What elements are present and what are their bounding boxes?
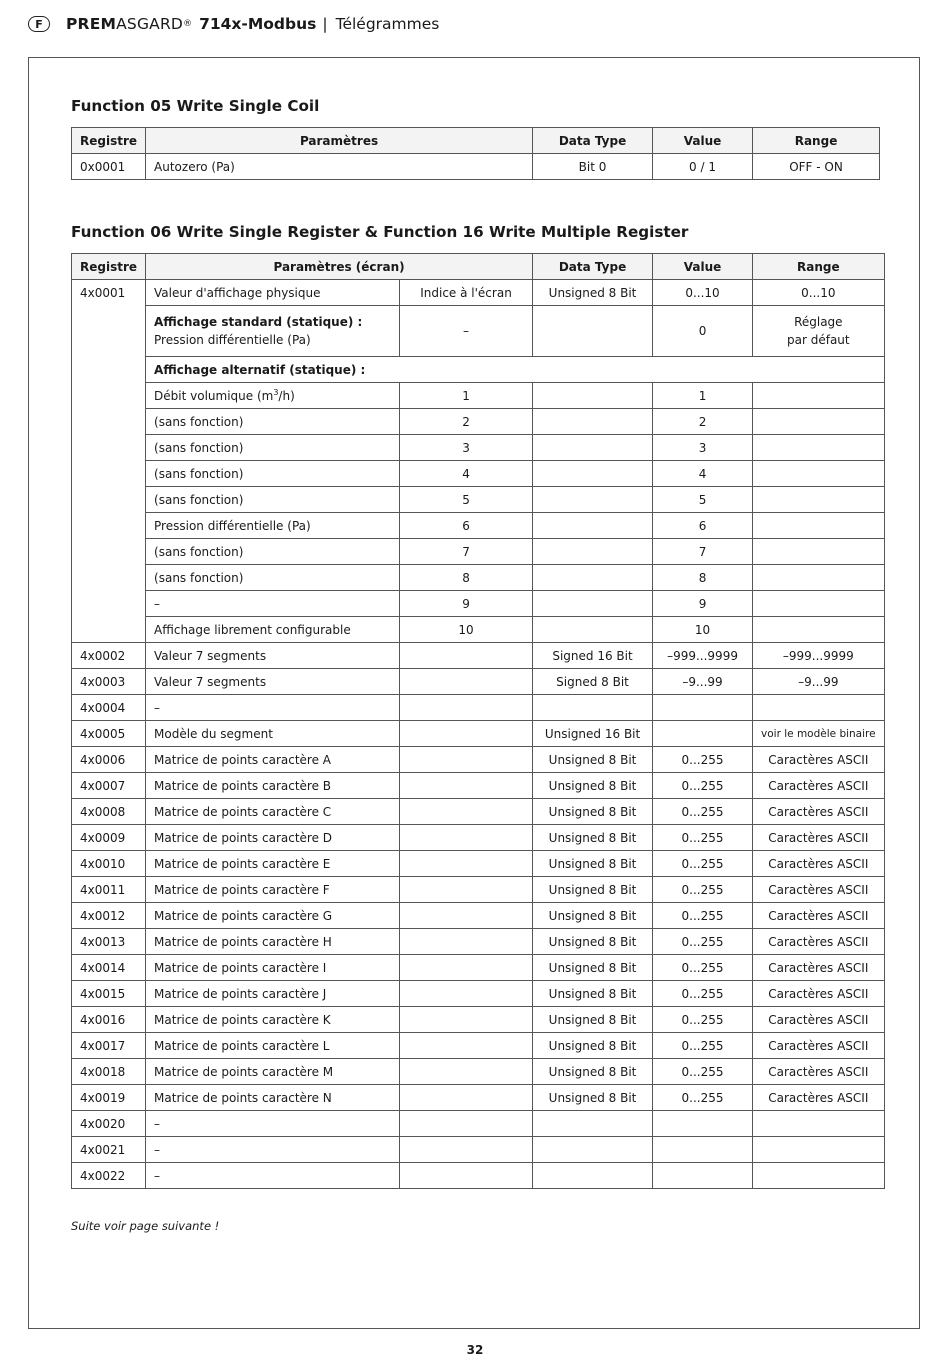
standard-display-label: Affichage standard (statique) : xyxy=(154,315,363,329)
cell-parameter: (sans fonction) xyxy=(146,461,400,487)
col-header-value: Value xyxy=(653,254,753,280)
cell-parameter: Matrice de points caractère H xyxy=(146,929,400,955)
continued-note: Suite voir page suivante ! xyxy=(71,1219,220,1233)
table-row xyxy=(72,1059,885,1085)
cell-range: Caractères ASCII xyxy=(753,981,885,1007)
alt-display-label: Affichage alternatif (statique) : xyxy=(146,357,885,383)
cell-parameter: Modèle du segment xyxy=(146,721,400,747)
product-model: 714x-Modbus xyxy=(199,15,317,33)
cell-data-type: Signed 8 Bit xyxy=(533,669,653,695)
table-row xyxy=(72,487,885,513)
cell-value: 0...255 xyxy=(653,747,753,773)
cell-data-type xyxy=(533,1137,653,1163)
cell-range: Caractères ASCII xyxy=(753,955,885,981)
cell-screen-index: 1 xyxy=(400,383,533,409)
cell-register: 4x0009 xyxy=(72,825,146,851)
cell-screen-index: Indice à l'écran xyxy=(400,280,533,306)
cell-register-blank xyxy=(72,487,146,513)
cell-value: 4 xyxy=(653,461,753,487)
cell-register: 4x0005 xyxy=(72,721,146,747)
cell-range: Caractères ASCII xyxy=(753,825,885,851)
cell-parameter: Pression différentielle (Pa) xyxy=(146,513,400,539)
cell-screen-index xyxy=(400,929,533,955)
table-row xyxy=(72,1085,885,1111)
table-row xyxy=(72,747,885,773)
cell-range xyxy=(753,306,885,357)
cell-range xyxy=(753,487,885,513)
fn05-title: Function 05 Write Single Coil xyxy=(71,97,320,115)
debit-unit-tail: /h) xyxy=(278,389,295,403)
table-row xyxy=(72,591,885,617)
cell-range: Caractères ASCII xyxy=(753,929,885,955)
cell-range xyxy=(753,591,885,617)
cell-value: 0...255 xyxy=(653,825,753,851)
cell-value: –9...99 xyxy=(653,669,753,695)
table-row xyxy=(72,643,885,669)
cell-register: 0x0001 xyxy=(72,154,146,180)
cell-range xyxy=(753,565,885,591)
cell-screen-index: 8 xyxy=(400,565,533,591)
cell-data-type: Unsigned 8 Bit xyxy=(533,1033,653,1059)
cell-register: 4x0001 xyxy=(72,280,146,306)
cell-screen-index xyxy=(400,799,533,825)
cell-data-type: Unsigned 8 Bit xyxy=(533,955,653,981)
cell-parameter: Matrice de points caractère F xyxy=(146,877,400,903)
cell-range: Caractères ASCII xyxy=(753,903,885,929)
language-badge: F xyxy=(28,16,50,32)
cell-register-blank xyxy=(72,435,146,461)
table-row xyxy=(72,409,885,435)
cell-data-type xyxy=(533,695,653,721)
cell-screen-index xyxy=(400,1033,533,1059)
cell-register-blank xyxy=(72,357,146,383)
table-row xyxy=(72,903,885,929)
cell-range: Caractères ASCII xyxy=(753,877,885,903)
cell-value: 0...255 xyxy=(653,929,753,955)
registered-mark: ® xyxy=(183,19,193,29)
table-row xyxy=(72,799,885,825)
col-header-registre: Registre xyxy=(72,254,146,280)
cell-parameter: Valeur d'affichage physique xyxy=(146,280,400,306)
cell-range: Caractères ASCII xyxy=(753,1085,885,1111)
cell-parameter: Matrice de points caractère L xyxy=(146,1033,400,1059)
cell-register: 4x0019 xyxy=(72,1085,146,1111)
cell-value: 0...255 xyxy=(653,1007,753,1033)
col-header-parametres: Paramètres xyxy=(146,128,533,154)
cell-data-type xyxy=(533,306,653,357)
cell-value: 0...10 xyxy=(653,280,753,306)
cell-data-type xyxy=(533,461,653,487)
cell-data-type: Unsigned 8 Bit xyxy=(533,1007,653,1033)
brand-name-light: ASGARD xyxy=(116,15,184,33)
cell-range xyxy=(753,1137,885,1163)
table-row xyxy=(72,669,885,695)
cell-data-type xyxy=(533,591,653,617)
cell-parameter xyxy=(146,383,400,409)
cell-range xyxy=(753,539,885,565)
cell-data-type xyxy=(533,435,653,461)
cell-parameter: – xyxy=(146,1111,400,1137)
brand-name-bold: PREM xyxy=(66,15,117,33)
cell-screen-index: 2 xyxy=(400,409,533,435)
cell-screen-index xyxy=(400,1085,533,1111)
cell-parameter: – xyxy=(146,695,400,721)
cell-screen-index xyxy=(400,877,533,903)
cell-screen-index: 3 xyxy=(400,435,533,461)
fn06-header-row xyxy=(72,254,885,280)
cell-value: 3 xyxy=(653,435,753,461)
cell-value: 10 xyxy=(653,617,753,643)
section-title: Télégrammes xyxy=(335,15,440,33)
cell-screen-index xyxy=(400,747,533,773)
cell-screen-index: – xyxy=(400,306,533,357)
cell-parameter: (sans fonction) xyxy=(146,409,400,435)
cell-screen-index: 10 xyxy=(400,617,533,643)
cell-range: Caractères ASCII xyxy=(753,773,885,799)
cell-data-type: Unsigned 8 Bit xyxy=(533,851,653,877)
cell-screen-index xyxy=(400,1111,533,1137)
cell-range: –999...9999 xyxy=(753,643,885,669)
cell-parameter: – xyxy=(146,1163,400,1189)
col-header-data-type: Data Type xyxy=(533,128,653,154)
cell-value: 0...255 xyxy=(653,1059,753,1085)
cell-register: 4x0016 xyxy=(72,1007,146,1033)
cell-register: 4x0010 xyxy=(72,851,146,877)
cell-value: 0...255 xyxy=(653,955,753,981)
cell-data-type xyxy=(533,513,653,539)
cell-screen-index xyxy=(400,1007,533,1033)
cell-data-type xyxy=(533,617,653,643)
col-header-data-type: Data Type xyxy=(533,254,653,280)
cell-parameter: Valeur 7 segments xyxy=(146,643,400,669)
table-row xyxy=(72,1033,885,1059)
cell-range: Caractères ASCII xyxy=(753,1007,885,1033)
cell-register: 4x0014 xyxy=(72,955,146,981)
cell-register: 4x0017 xyxy=(72,1033,146,1059)
cell-data-type: Unsigned 8 Bit xyxy=(533,903,653,929)
table-row xyxy=(72,280,885,306)
cell-parameter: Matrice de points caractère J xyxy=(146,981,400,1007)
cell-screen-index: 4 xyxy=(400,461,533,487)
cell-data-type: Unsigned 8 Bit xyxy=(533,1085,653,1111)
cell-parameter: – xyxy=(146,591,400,617)
cell-parameter: Affichage librement configurable xyxy=(146,617,400,643)
cell-register: 4x0008 xyxy=(72,799,146,825)
cell-data-type: Unsigned 8 Bit xyxy=(533,280,653,306)
table-row xyxy=(72,1007,885,1033)
cell-data-type: Unsigned 8 Bit xyxy=(533,825,653,851)
cell-parameter: Matrice de points caractère M xyxy=(146,1059,400,1085)
cell-screen-index xyxy=(400,1137,533,1163)
cell-screen-index xyxy=(400,669,533,695)
cell-register-blank xyxy=(72,409,146,435)
cell-screen-index xyxy=(400,903,533,929)
cell-range: Caractères ASCII xyxy=(753,1059,885,1085)
table-row xyxy=(72,981,885,1007)
cell-data-type xyxy=(533,539,653,565)
fn05-header-row xyxy=(72,128,880,154)
cell-range: OFF - ON xyxy=(753,154,880,180)
cell-value: 1 xyxy=(653,383,753,409)
cell-range xyxy=(753,513,885,539)
cell-value xyxy=(653,1111,753,1137)
alt-display-title-row xyxy=(72,357,885,383)
cell-parameter: Valeur 7 segments xyxy=(146,669,400,695)
cell-register-blank xyxy=(72,513,146,539)
cell-register-blank xyxy=(72,591,146,617)
cell-data-type: Unsigned 8 Bit xyxy=(533,773,653,799)
cell-register-blank xyxy=(72,306,146,357)
table-row xyxy=(72,383,885,409)
table-row xyxy=(72,513,885,539)
cell-value: 0...255 xyxy=(653,1033,753,1059)
cell-range xyxy=(753,409,885,435)
cell-data-type: Unsigned 8 Bit xyxy=(533,1059,653,1085)
cell-register-blank xyxy=(72,617,146,643)
table-row xyxy=(72,1163,885,1189)
cell-range: Caractères ASCII xyxy=(753,799,885,825)
fn06-title: Function 06 Write Single Register & Function 16 Write Multiple Register xyxy=(71,223,689,241)
cell-range xyxy=(753,435,885,461)
cell-value: 6 xyxy=(653,513,753,539)
cell-register: 4x0022 xyxy=(72,1163,146,1189)
cell-value: 0...255 xyxy=(653,799,753,825)
cell-range xyxy=(753,695,885,721)
table-row xyxy=(72,461,885,487)
table-row xyxy=(72,877,885,903)
cell-register-blank xyxy=(72,565,146,591)
table-row xyxy=(72,695,885,721)
cell-parameter: Matrice de points caractère B xyxy=(146,773,400,799)
table-row xyxy=(72,154,880,180)
cell-register-blank xyxy=(72,461,146,487)
cell-value: 0...255 xyxy=(653,903,753,929)
cell-value: 0 xyxy=(653,306,753,357)
cell-register: 4x0002 xyxy=(72,643,146,669)
col-header-value: Value xyxy=(653,128,753,154)
cell-parameter: (sans fonction) xyxy=(146,565,400,591)
cell-parameter: Matrice de points caractère G xyxy=(146,903,400,929)
cell-register: 4x0021 xyxy=(72,1137,146,1163)
table-row xyxy=(72,1111,885,1137)
cell-register-blank xyxy=(72,383,146,409)
table-row xyxy=(72,773,885,799)
cell-data-type: Unsigned 8 Bit xyxy=(533,747,653,773)
cell-parameter: Matrice de points caractère C xyxy=(146,799,400,825)
cell-screen-index xyxy=(400,1163,533,1189)
cell-register: 4x0006 xyxy=(72,747,146,773)
cell-data-type xyxy=(533,409,653,435)
cell-parameter: Matrice de points caractère E xyxy=(146,851,400,877)
cell-value: 2 xyxy=(653,409,753,435)
table-row xyxy=(72,539,885,565)
debit-label: Débit volumique (m xyxy=(154,389,274,403)
cell-register: 4x0012 xyxy=(72,903,146,929)
table-row xyxy=(72,825,885,851)
cell-value xyxy=(653,695,753,721)
cell-parameter: Matrice de points caractère K xyxy=(146,1007,400,1033)
cell-parameter: Matrice de points caractère I xyxy=(146,955,400,981)
cell-data-type: Unsigned 8 Bit xyxy=(533,877,653,903)
cell-value: 7 xyxy=(653,539,753,565)
cell-value: 0...255 xyxy=(653,981,753,1007)
cell-screen-index xyxy=(400,773,533,799)
cell-data-type: Signed 16 Bit xyxy=(533,643,653,669)
cell-parameter: – xyxy=(146,1137,400,1163)
table-row xyxy=(72,721,885,747)
col-header-registre: Registre xyxy=(72,128,146,154)
cell-screen-index xyxy=(400,955,533,981)
header-separator: | xyxy=(322,15,328,33)
cell-value: 0...255 xyxy=(653,851,753,877)
fn06-table xyxy=(71,253,885,1189)
cell-parameter: (sans fonction) xyxy=(146,539,400,565)
cell-register: 4x0018 xyxy=(72,1059,146,1085)
cell-value: 8 xyxy=(653,565,753,591)
cell-value: 0...255 xyxy=(653,877,753,903)
col-header-parametres-ecran: Paramètres (écran) xyxy=(146,254,533,280)
cell-screen-index: 9 xyxy=(400,591,533,617)
cell-screen-index xyxy=(400,981,533,1007)
cell-register-blank xyxy=(72,539,146,565)
cell-range: voir le modèle binaire xyxy=(753,721,885,747)
cell-value: 5 xyxy=(653,487,753,513)
cell-range: –9...99 xyxy=(753,669,885,695)
cell-range: Caractères ASCII xyxy=(753,1033,885,1059)
standard-display-row xyxy=(72,306,885,357)
page-number: 32 xyxy=(466,1343,484,1357)
cell-screen-index xyxy=(400,825,533,851)
cell-range: Caractères ASCII xyxy=(753,851,885,877)
cell-data-type xyxy=(533,565,653,591)
cell-register: 4x0007 xyxy=(72,773,146,799)
standard-display-sub: Pression différentielle (Pa) xyxy=(154,333,311,347)
cell-value xyxy=(653,721,753,747)
cell-parameter: Autozero (Pa) xyxy=(146,154,533,180)
table-row xyxy=(72,617,885,643)
cell-parameter xyxy=(146,306,400,357)
cell-data-type xyxy=(533,487,653,513)
table-row xyxy=(72,929,885,955)
table-row xyxy=(72,565,885,591)
cell-screen-index: 5 xyxy=(400,487,533,513)
cell-value: 9 xyxy=(653,591,753,617)
page-header xyxy=(28,12,439,36)
cell-parameter: Matrice de points caractère A xyxy=(146,747,400,773)
cell-parameter: Matrice de points caractère N xyxy=(146,1085,400,1111)
cell-value: –999...9999 xyxy=(653,643,753,669)
cell-data-type: Unsigned 8 Bit xyxy=(533,981,653,1007)
cell-register: 4x0011 xyxy=(72,877,146,903)
debit-exponent: 3 xyxy=(273,388,279,397)
cell-range xyxy=(753,383,885,409)
cell-data-type: Unsigned 16 Bit xyxy=(533,721,653,747)
fn05-table xyxy=(71,127,880,180)
cell-data-type: Bit 0 xyxy=(533,154,653,180)
cell-screen-index xyxy=(400,1059,533,1085)
cell-range xyxy=(753,617,885,643)
cell-screen-index xyxy=(400,721,533,747)
cell-data-type xyxy=(533,1111,653,1137)
table-row xyxy=(72,851,885,877)
cell-screen-index xyxy=(400,851,533,877)
cell-register: 4x0015 xyxy=(72,981,146,1007)
cell-register: 4x0013 xyxy=(72,929,146,955)
range-line-1: Réglage xyxy=(794,315,843,329)
cell-register: 4x0004 xyxy=(72,695,146,721)
cell-parameter: (sans fonction) xyxy=(146,487,400,513)
cell-range: 0...10 xyxy=(753,280,885,306)
cell-range xyxy=(753,1111,885,1137)
cell-value: 0 / 1 xyxy=(653,154,753,180)
cell-range: Caractères ASCII xyxy=(753,747,885,773)
table-row xyxy=(72,955,885,981)
cell-data-type xyxy=(533,1163,653,1189)
cell-value: 0...255 xyxy=(653,1085,753,1111)
cell-data-type xyxy=(533,383,653,409)
cell-value xyxy=(653,1163,753,1189)
cell-register: 4x0003 xyxy=(72,669,146,695)
range-line-2: par défaut xyxy=(787,333,850,347)
cell-value xyxy=(653,1137,753,1163)
cell-parameter: Matrice de points caractère D xyxy=(146,825,400,851)
cell-range xyxy=(753,461,885,487)
cell-parameter: (sans fonction) xyxy=(146,435,400,461)
table-row xyxy=(72,435,885,461)
col-header-range: Range xyxy=(753,128,880,154)
cell-screen-index: 7 xyxy=(400,539,533,565)
cell-data-type: Unsigned 8 Bit xyxy=(533,799,653,825)
cell-screen-index: 6 xyxy=(400,513,533,539)
cell-data-type: Unsigned 8 Bit xyxy=(533,929,653,955)
cell-value: 0...255 xyxy=(653,773,753,799)
table-row xyxy=(72,1137,885,1163)
col-header-range: Range xyxy=(753,254,885,280)
cell-screen-index xyxy=(400,643,533,669)
cell-screen-index xyxy=(400,695,533,721)
cell-range xyxy=(753,1163,885,1189)
cell-register: 4x0020 xyxy=(72,1111,146,1137)
